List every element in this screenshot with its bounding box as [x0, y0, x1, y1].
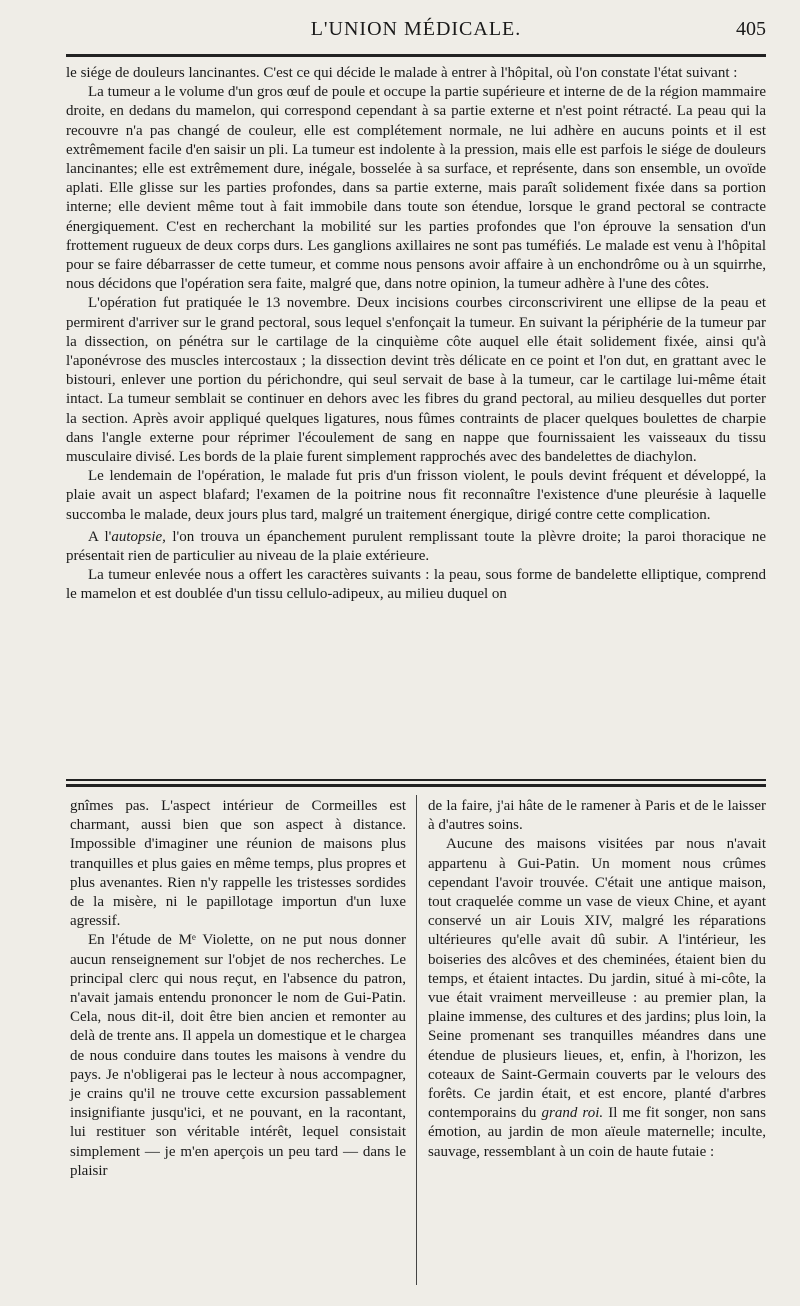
article-paragraph: La tumeur enlevée nous a offert les caractères suivants : la peau, sous forme de bandelette elliptique, comprend le mamelon et est doublée d'un tissu cellulo-adipeux, au milieu duquel on	[66, 567, 766, 603]
feuilleton-paragraph: gnîmes pas. L'aspect intérieur de Cormeilles est charmant, aussi bien que son aspect à distance. Impossible d'imaginer une réunion de maisons plus tranquilles et plus gaies en même temps, plus propres et plus avenantes. Rien n'y rappelle les tristesses sordides de la misère, ni le papillotage importun d'un luxe agressif.	[70, 798, 406, 930]
feuilleton-right-column	[428, 797, 766, 1162]
feuilleton-paragraph: de la faire, j'ai hâte de le ramener à Paris et de le laisser à d'autres soins.	[428, 798, 766, 834]
autopsy-rest: l'on trouva un épanchement purulent remplissant toute la plèvre droite; la paroi thoracique ne présentait rien de particulier au niveau de la plaie extérieure.	[66, 528, 767, 565]
feuilleton-rule-thin	[66, 779, 766, 781]
header-rule	[66, 54, 766, 57]
journal-title: L'UNION MÉDICALE.	[310, 18, 522, 40]
feuilleton-left-column	[70, 797, 406, 1181]
column-divider	[416, 795, 417, 1285]
article-paragraph: le siége de douleurs lancinantes. C'est ce qui décide le malade à entrer à l'hôpital, où l'on constate l'état suivant :	[66, 65, 738, 81]
article-body	[66, 64, 766, 605]
autopsy-paragraph	[66, 528, 766, 566]
feuilleton-text: Il me fit songer, non sans émotion, au jardin de mon aïeule maternelle; inculte, sauvage, ressemblant à un coin de haute futaie :	[428, 1105, 766, 1160]
autopsy-prefix: A l'	[88, 528, 112, 545]
article-paragraph: L'opération fut pratiquée le 13 novembre. Deux incisions courbes circonscrivirent une ellipse de la peau et permirent d'arriver sur le grand pectoral, sous lequel s'enfonçait la tumeur. En suivant la périphérie de la tumeur par la dissection, on pénétra sur le cartilage de la cinquième côte auquel elle était solidement fixée, ainsi qu'à l'aponévrose des muscles intercostaux ; la dissection devint très délicate en ce point et l'on dut, en grattant avec le bistouri, enlever une portion du périchondre, qui seul servait de base à la tumeur, car le cartilage lui-même était intact. La tumeur semblait se continuer en dehors avec les fibres du grand pectoral, au milieu desquelles dut porter la section. Après avoir appliqué quelques ligatures, nous fûmes contraints de placer quelques boulettes de charpie dans l'angle externe pour réprimer l'écoulement de sang en nappe que fournissaient les vaisseaux du tissu musculaire divisé. Les bords de la plaie furent simplement rapprochés avec des bandelettes de diachylon.	[66, 295, 766, 466]
feuilleton-text: Aucune des maisons visitées par nous n'avait appartenu à Gui-Patin. Un moment nous crûmes cependant l'avoir trouvée. C'était une antique maison, tout craquelée comme un vase de vieux Chine, et ayant conservé un air Louis XIV, malgré les réparations ultérieures qu'elle avait dû subir. A l'intérieur, les boiseries des alcôves et des cheminées, étaient bien du temps, et étaient intactes. Du jardin, situé à mi-côte, la vue était vraiment merveilleuse : au premier plan, la plaine immense, des cultures et des jardins; plus loin, la Seine promenant ses tranquilles méandres dans une étendue de plusieurs lieues, et, enfin, à l'horizon, les coteaux de Saint-Germain couverts par le velours des forêts. Ce jardin était, et est encore, planté d'arbres contemporains du	[428, 836, 766, 1122]
feuilleton-rule-thick	[66, 784, 766, 787]
article-paragraph: La tumeur a le volume d'un gros œuf de poule et occupe la partie supérieure et interne de de la région mammaire droite, en dedans du mamelon, qui correspond cependant à sa partie externe et n'est point rétracté. La peau qui la recouvre n'a pas changé de couleur, elle est complétement normale, ne lui adhère en aucuns points et il est extrêmement facile d'en saisir un pli. La tumeur est indolente à la pression, mais elle est parfois le siége de douleurs lancinantes; elle est extrêmement dure, inégale, bosselée à sa surface, et représente, dans son ensemble, un ovoïde aplati. Elle glisse sur les parties profondes, dans sa partie externe, mais paraît solidement fixée dans sa portion interne; elle devient même tout à fait immobile dans toute son étendue, lorsque le grand pectoral se contracte énergiquement. C'est en recherchant la mobilité sur les parties profondes que l'on éprouve la sensation d'un frottement rugueux de deux corps durs. Les ganglions axillaires ne sont pas tuméfiés. Le malade est venu à l'hôpital pour se faire débarrasser de cette tumeur, et comme nous pensons avoir affaire à un enchondrôme ou à un squirrhe, nous décidons que l'opération sera faite, malgré que, dans notre opinion, la tumeur adhère à l'une des côtes.	[66, 84, 766, 293]
page-header	[66, 18, 766, 48]
feuilleton-paragraph: En l'étude de Mᵉ Violette, on ne put nous donner aucun renseignement sur l'objet de nos recherches. Le principal clerc qui nous reçut, en l'absence du patron, n'avait jamais entendu prononcer le nom de Gui-Patin. Cela, nous dit-il, doit être bien ancien et remonter au delà de trente ans. Il appela un domestique et le chargea de nous conduire dans toutes les maisons à vendre du pays. Je n'obligerai pas le lecteur à nous accompagner, je crains qu'il ne trouve cette excursion passablement insignifiante jusqu'ici, et ne pouvant, en la racontant, lui restituer son véritable intérêt, lequel consistait simplement — je m'en aperçois un peu tard — dans le plaisir	[70, 932, 406, 1179]
feuilleton-italic: grand roi.	[541, 1105, 604, 1122]
feuilleton-paragraph	[428, 835, 766, 1161]
page-number: 405	[736, 18, 766, 40]
article-paragraph: Le lendemain de l'opération, le malade fut pris d'un frisson violent, le pouls devint fréquent et développé, la plaie avait un aspect blafard; l'examen de la poitrine nous fit reconnaître l'existence d'une pleurésie à laquelle succomba le malade, deux jours plus tard, malgré un traitement énergique, dirigé contre cette complication.	[66, 468, 766, 523]
autopsy-italic: autopsie,	[111, 528, 166, 545]
